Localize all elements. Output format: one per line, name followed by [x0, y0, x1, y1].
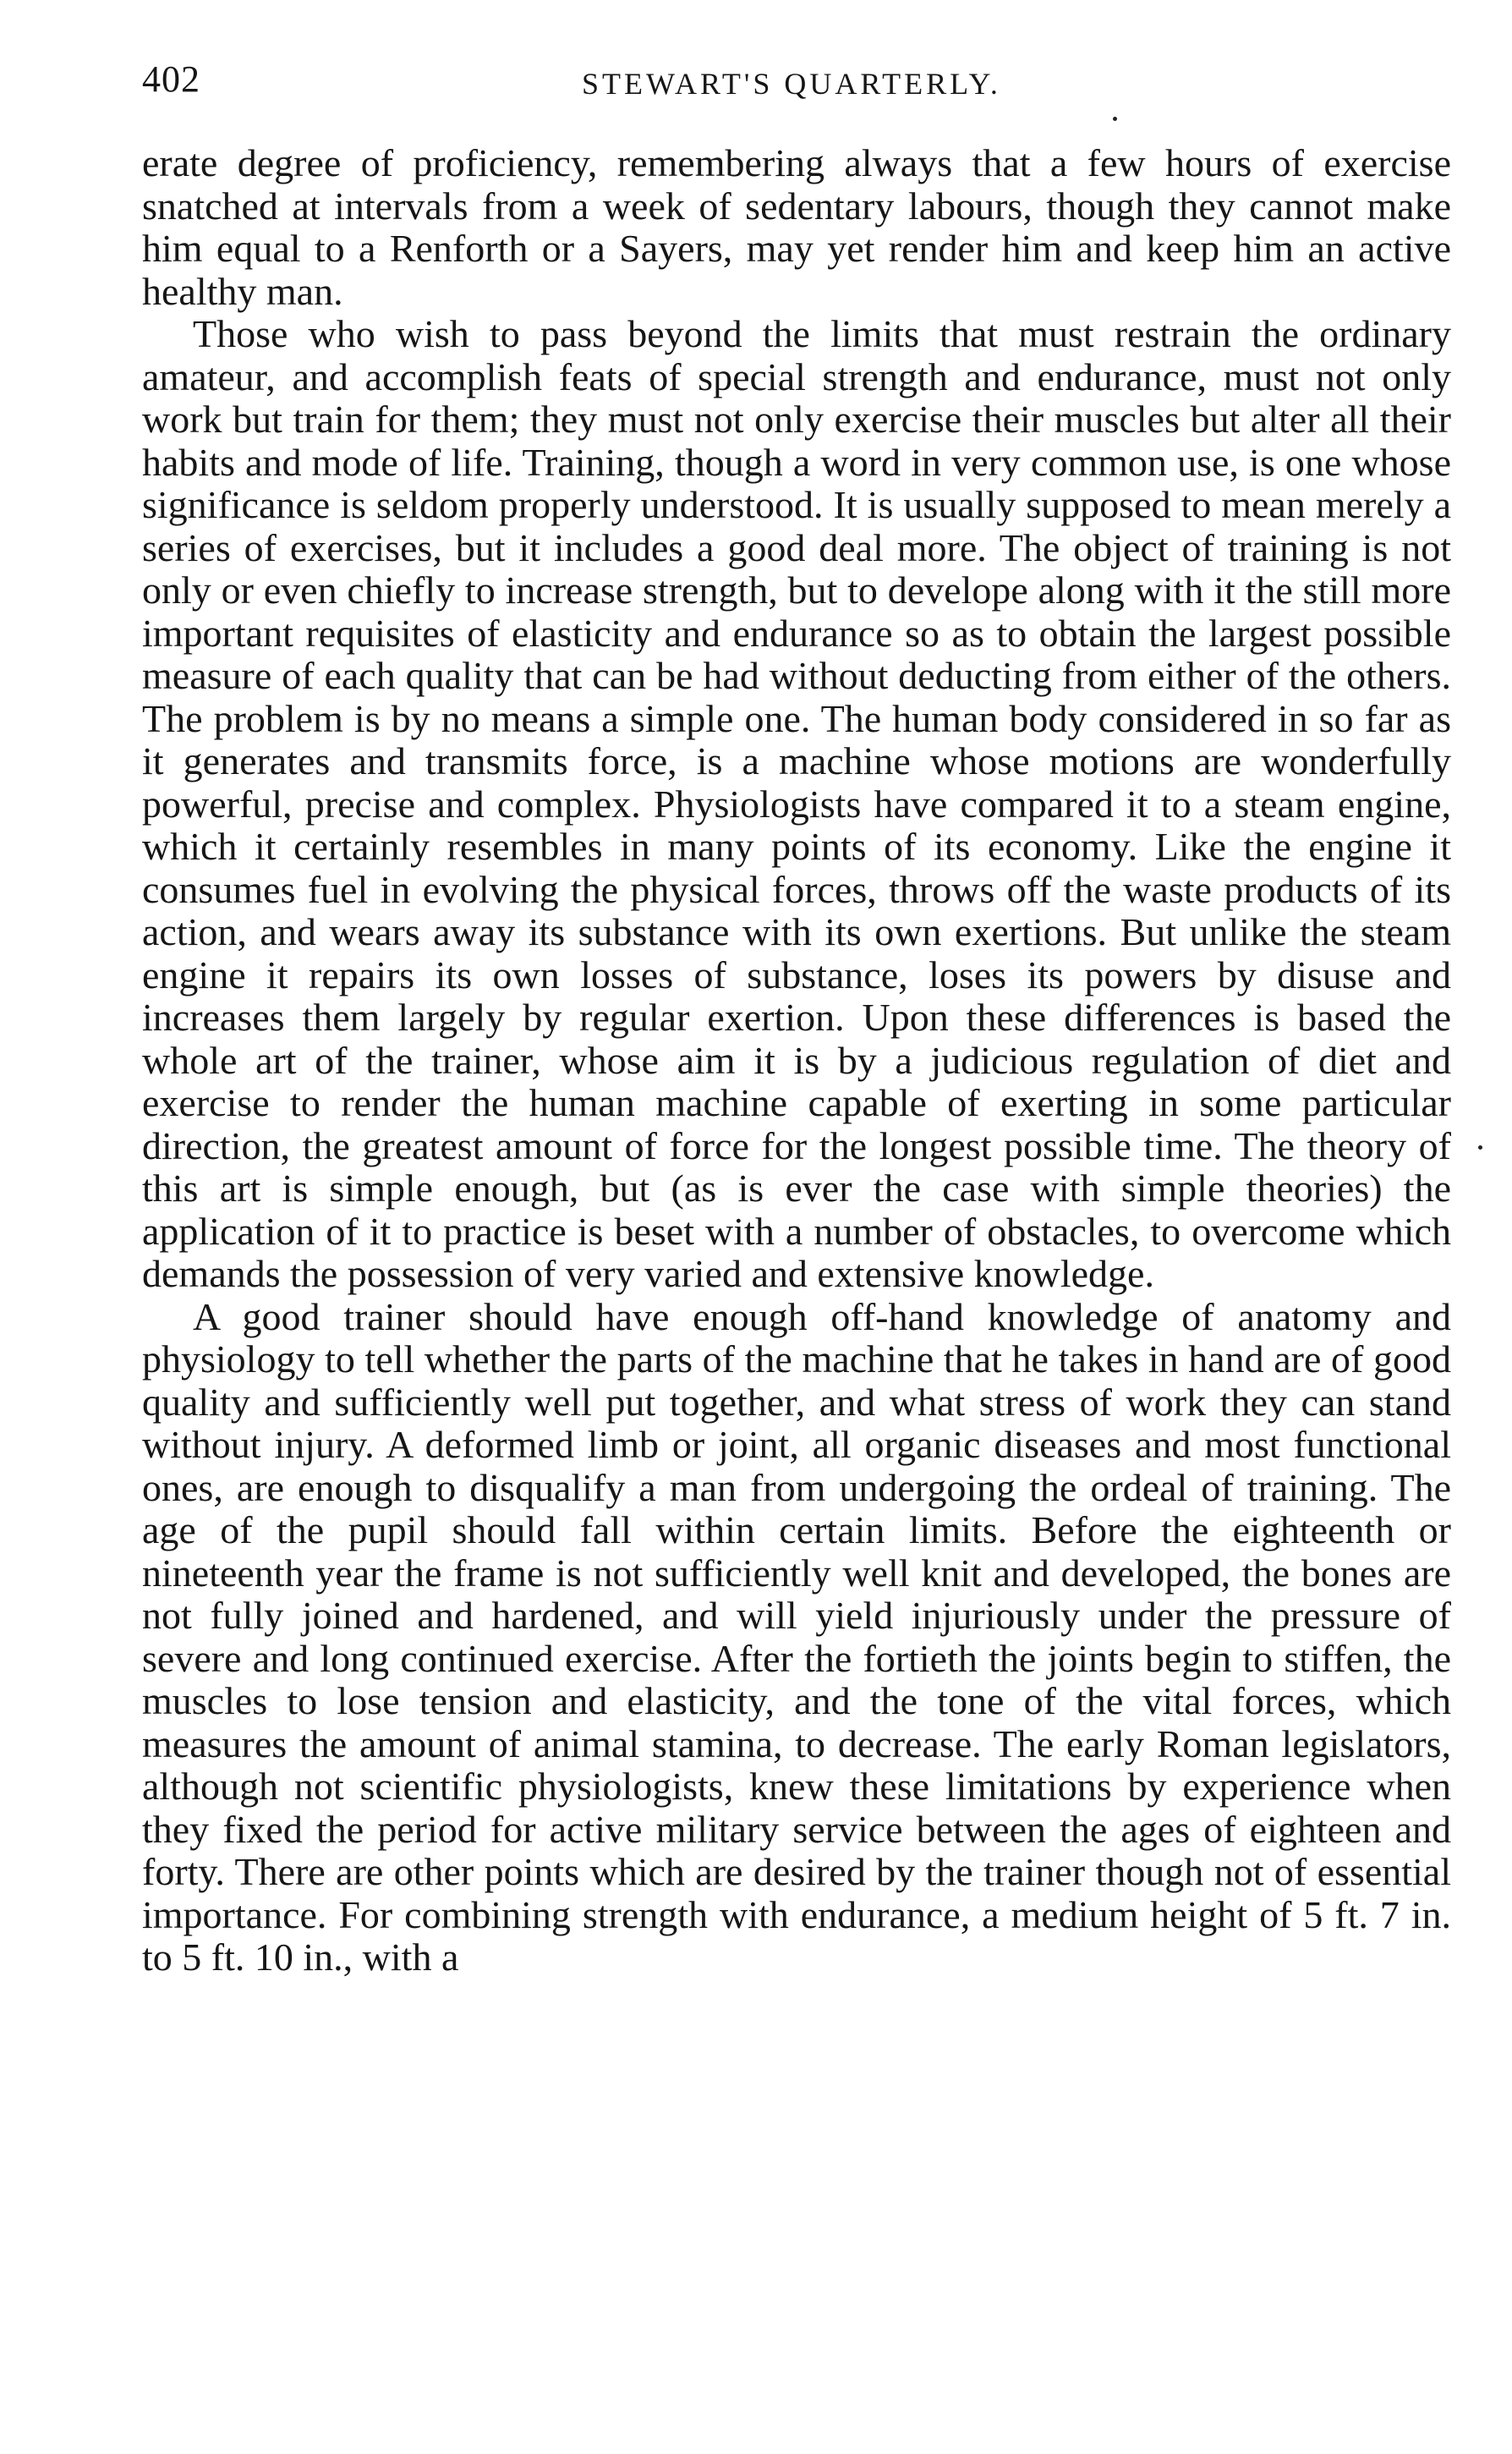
print-speck	[1113, 117, 1117, 121]
paragraph-continued: erate degree of proficiency, remembering always that a few hours of exercise snatched at intervals from a week of sedentary labours, though they cannot make him equal to a Renforth or a Sayers, may yet render him and keep him an active healthy man.	[142, 141, 1451, 313]
journal-title: STEWART'S QUARTERLY.	[582, 67, 1001, 101]
paragraph-good-trainer: A good trainer should have enough off-hand knowledge of anatomy and physiology to tell whether the parts of the machine that he takes in hand are of good quality and sufficiently well put together, and what stress of work they can stand without injury. A deformed limb or joint, all organic diseases and most functional ones, are enough to disqualify a man from undergoing the ordeal of training. The age of the pupil should fall within certain limits. Before the eighteenth or nineteenth year the frame is not sufficiently well knit and developed, the bones are not fully joined and hardened, and will yield injuriously under the pressure of severe and long continued exercise. After the fortieth the joints begin to stiffen, the muscles to lose tension and elasticity, and the tone of the vital forces, which measures the amount of animal stamina, to decrease. The early Roman legislators, although not scientific physiologists, knew these limitations by experience when they fixed the period for active military service between the ages of eighteen and forty. There are other points which are desired by the trainer though not of essential importance. For combining strength with endurance, a medium height of 5 ft. 7 in. to 5 ft. 10 in., with a	[142, 1294, 1451, 1979]
page-number: 402	[142, 58, 200, 100]
running-head	[142, 58, 1436, 108]
paragraph-training: Those who wish to pass beyond the limits that must restrain the ordinary amateur, and accomplish feats of special strength and endurance, must not only work but train for them; they must not only exercise their muscles but alter all their habits and mode of life. Training, though a word in very common use, is one whose significance is seldom properly understood. It is usually supposed to mean merely a series of exercises, but it includes a good deal more. The object of training is not only or even chiefly to increase strength, but to develope along with it the still more important requisites of elasticity and endurance so as to obtain the largest possible measure of each quality that can be had without deducting from either of the others. The problem is by no means a simple one. The human body considered in so far as it generates and transmits force, is a machine whose motions are wonderfully powerful, precise and complex. Physiologists have compared it to a steam engine, which it certainly resembles in many points of its economy. Like the engine it consumes fuel in evolving the physical forces, throws off the waste products of its action, and wears away its substance with its own exertions. But unlike the steam engine it repairs its own losses of substance, loses its powers by disuse and increases them largely by regular exertion. Upon these differences is based the whole art of the trainer, whose aim it is by a judicious regulation of diet and exercise to render the human machine capable of exerting in some particular direction, the greatest amount of force for the longest possible time. The theory of this art is simple enough, but (as is ever the case with simple theories) the application of it to practice is beset with a number of obstacles, to overcome which demands the possession of very varied and extensive knowledge.	[142, 312, 1451, 1295]
print-speck	[1478, 1145, 1482, 1150]
body-text	[142, 142, 1451, 1979]
